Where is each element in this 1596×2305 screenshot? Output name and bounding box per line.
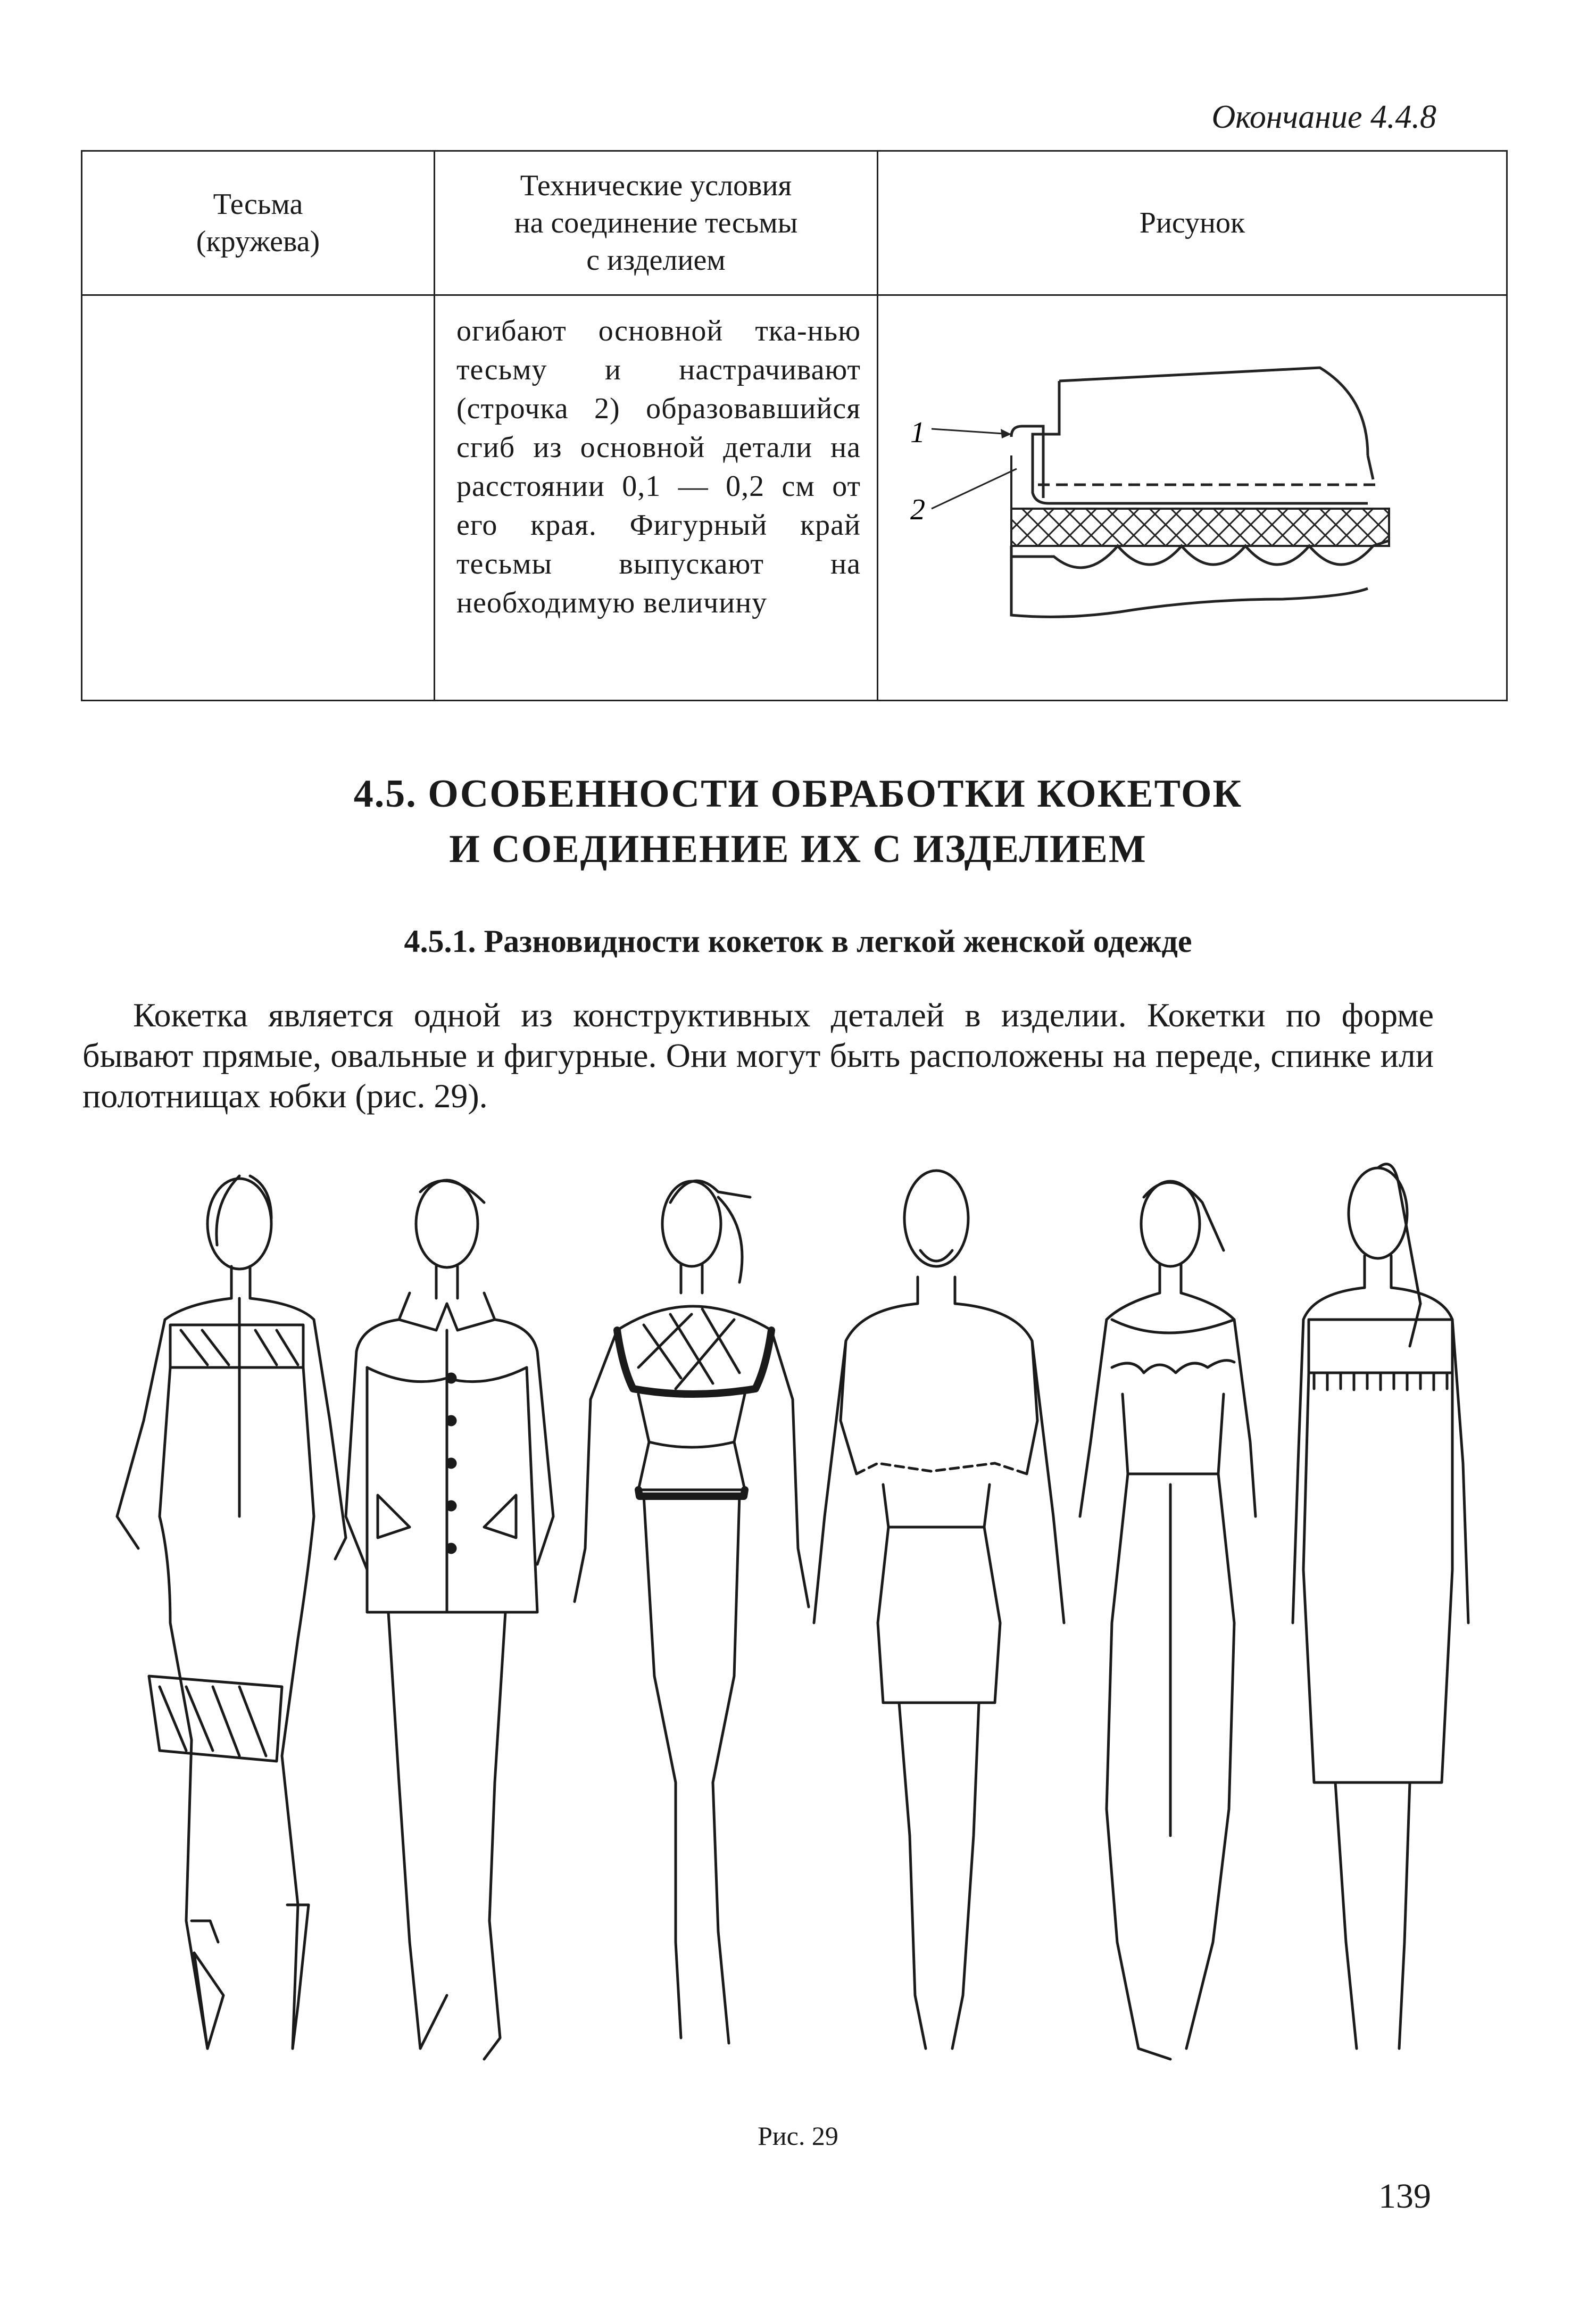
fashion-figure-4	[814, 1171, 1064, 2049]
fashion-figure-5	[1080, 1181, 1256, 2059]
leader-label-1: 1	[910, 416, 925, 449]
page-number: 139	[1378, 2177, 1431, 2216]
section-title: 4.5. ОСОБЕННОСТИ ОБРАБОТКИ КОКЕТОК И СОЕДИНЕНИЕ ИХ С ИЗДЕЛИЕМ	[353, 772, 1243, 871]
fashion-figure-3	[575, 1181, 809, 2043]
lace-cell-empty	[82, 295, 435, 701]
drawing-cell	[878, 295, 1507, 701]
header-lace: Тесьма (кружева)	[82, 151, 435, 295]
table-header-row	[82, 151, 1507, 295]
lace-attachment-table	[81, 150, 1508, 701]
fashion-figure-2	[346, 1180, 553, 2059]
fashion-figure-1	[117, 1176, 346, 2049]
table-row	[82, 295, 1507, 701]
fashion-figure-6	[1293, 1164, 1468, 2049]
table-continuation-label: Окончание 4.4.8	[1211, 99, 1436, 135]
header-technical-conditions: Технические условия на соединение тесьмы с изделием	[435, 151, 878, 295]
fashion-figures-illustration	[80, 1144, 1516, 2104]
lace-seam-diagram	[910, 333, 1442, 631]
leader-label-2: 2	[910, 493, 925, 526]
figure-caption: Рис. 29	[758, 2121, 838, 2151]
body-paragraph: Кокетка является одной из конструктивных деталей в изделии. Кокетки по форме бывают прямые, овальные и фигурные. Они могут быть расположены на переде, спинке или полотнищах юбки (рис. 29).	[82, 996, 1434, 1115]
header-drawing: Рисунок	[878, 151, 1507, 295]
technical-conditions-text: огибают основной тка-нью тесьму и настрачивают (строчка 2) образовавшийся сгиб из основной детали на расстоянии 0,1 — 0,2 см от его края. Фигурный край тесьмы выпускают на необходимую величину	[435, 295, 878, 701]
subsection-title: 4.5.1. Разновидности кокеток в легкой женской одежде	[404, 924, 1192, 959]
